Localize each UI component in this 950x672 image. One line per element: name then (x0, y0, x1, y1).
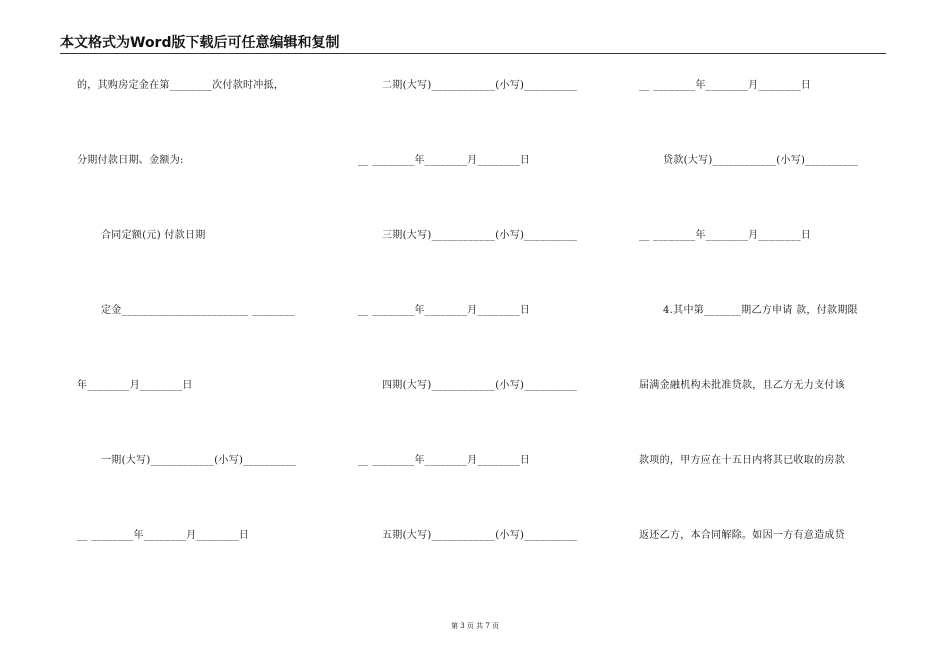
text-line: 四期(大写)____________(小写)__________ (382, 380, 578, 391)
text-line: 4.其中第_______期乙方申请 款，付款期限 (663, 305, 858, 316)
text-line: 返还乙方，本合同解除。如因一方有意造成贷 (639, 530, 845, 541)
text-line: 款项的，甲方应在十五日内将其已收取的房款 (639, 455, 845, 466)
page-header-title: 本文格式为Word版下载后可任意编辑和复制 (60, 35, 340, 51)
text-column-1 (77, 0, 317, 672)
text-line: 三期(大写)____________(小写)__________ (382, 230, 578, 241)
text-column-3 (639, 0, 879, 672)
text-line: 的，其购房定金在第________次付款时冲抵， (77, 80, 285, 91)
text-line: 届满金融机构未批准贷款，且乙方无力支付该 (639, 380, 845, 391)
text-line: 一期(大写)____________(小写)__________ (101, 455, 297, 466)
text-line: 分期付款日期、金额为: (77, 155, 184, 166)
text-line: __ ________年________月________日 (77, 530, 250, 541)
text-column-2 (358, 0, 598, 672)
text-line: 定金________________________ ________ (101, 305, 295, 316)
text-line: __ ________年________月________日 (639, 80, 812, 91)
text-line: __ ________年________月________日 (358, 455, 531, 466)
text-line: 合同定额(元) 付款日期 (101, 230, 206, 241)
text-line: __ ________年________月________日 (358, 155, 531, 166)
text-line: 年________月________日 (77, 380, 193, 391)
text-line: 五期(大写)____________(小写)__________ (382, 530, 578, 541)
page-number: 第 3 页 共 7 页 (450, 622, 500, 630)
text-line: __ ________年________月________日 (358, 305, 531, 316)
text-line: __ ________年________月________日 (639, 230, 812, 241)
text-line: 贷款(大写)____________(小写)__________ (663, 155, 859, 166)
text-line: 二期(大写)____________(小写)__________ (382, 80, 578, 91)
